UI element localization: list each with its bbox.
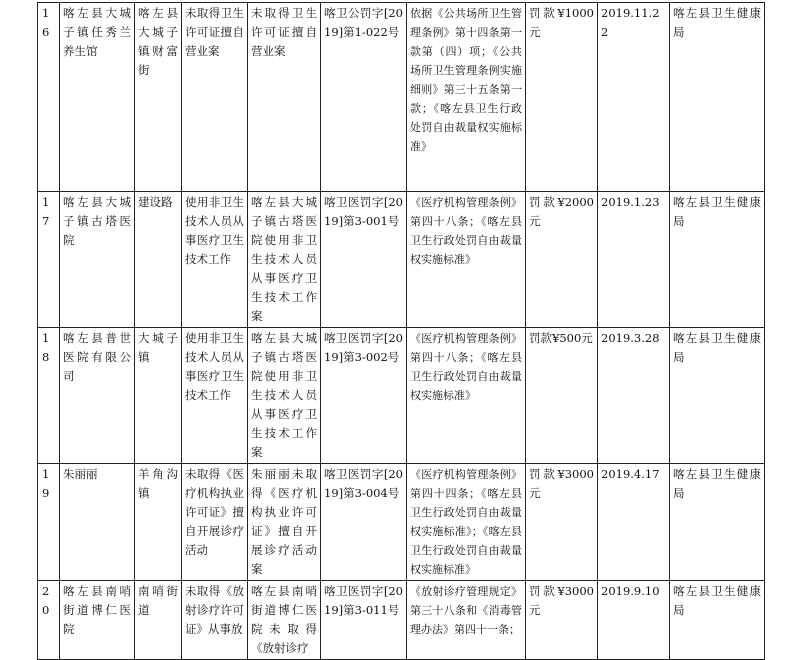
penalty-date: 2019.1.23 [598, 192, 670, 328]
violation-fact: 使用非卫生技术人员从事医疗卫生技术工作 [182, 192, 248, 328]
party-address: 南哨街道 [135, 581, 182, 660]
document-number: 喀卫医罚字[2019]第3-002号 [321, 328, 407, 464]
document-number: 喀卫医罚字[2019]第3-004号 [321, 464, 407, 581]
issuing-agency: 喀左县卫生健康局 [670, 3, 765, 192]
party-name: 喀左县南哨街道博仁医院 [60, 581, 135, 660]
legal-basis: 《医疗机构管理条例》第四十八条；《喀左县卫生行政处罚自由裁量权实施标准》 [407, 192, 526, 328]
case-name: 朱丽丽未取得《医疗机构执业许可证》擅自开展诊疗活动案 [248, 464, 321, 581]
party-name: 朱丽丽 [60, 464, 135, 581]
penalty-amount: 罚款¥3000元 [526, 581, 598, 660]
table-row [38, 192, 765, 328]
violation-fact: 使用非卫生技术人员从事医疗卫生技术工作 [182, 328, 248, 464]
row-number: 17 [38, 192, 60, 328]
penalty-date: 2019.3.28 [598, 328, 670, 464]
issuing-agency: 喀左县卫生健康局 [670, 192, 765, 328]
legal-basis: 《医疗机构管理条例》第四十四条；《喀左县卫生行政处罚自由裁量权实施标准》；《喀左县卫生行政处罚自由裁量权实施标准》 [407, 464, 526, 581]
row-number: 16 [38, 3, 60, 192]
violation-fact: 未取得《医疗机构执业许可证》擅自开展诊疗活动 [182, 464, 248, 581]
legal-basis: 依据《公共场所卫生管理条例》第十四条第一款第（四）项；《公共场所卫生管理条例实施细则》第三十五条第一款；《喀左县卫生行政处罚自由裁量权实施标准》 [407, 3, 526, 192]
penalty-date: 2019.9.10 [598, 581, 670, 660]
party-address: 羊角沟镇 [135, 464, 182, 581]
legal-basis: 《放射诊疗管理规定》第三十八条和《消毒管理办法》第四十一条； [407, 581, 526, 660]
case-name: 喀左县南哨街道博仁医院未取得《放射诊疗 [248, 581, 321, 660]
row-number: 19 [38, 464, 60, 581]
penalty-table [37, 2, 765, 660]
party-address: 建设路 [135, 192, 182, 328]
table-row [38, 581, 765, 660]
table-row [38, 464, 765, 581]
document-number: 喀卫医罚字[2019]第3-011号 [321, 581, 407, 660]
penalty-amount: 罚款¥500元 [526, 328, 598, 464]
case-name: 喀左县大城子镇古塔医院使用非卫生技术人员从事医疗卫生技术工作案 [248, 328, 321, 464]
table-row [38, 3, 765, 192]
penalty-amount: 罚款¥1000元 [526, 3, 598, 192]
row-number: 18 [38, 328, 60, 464]
violation-fact: 未取得卫生许可证擅自营业案 [182, 3, 248, 192]
issuing-agency: 喀左县卫生健康局 [670, 581, 765, 660]
document-number: 喀卫医罚字[2019]第3-001号 [321, 192, 407, 328]
penalty-date: 2019.4.17 [598, 464, 670, 581]
table-row [38, 328, 765, 464]
violation-fact: 未取得《放射诊疗许可证》从事放 [182, 581, 248, 660]
issuing-agency: 喀左县卫生健康局 [670, 328, 765, 464]
row-number: 20 [38, 581, 60, 660]
case-name: 未取得卫生许可证擅自营业案 [248, 3, 321, 192]
case-name: 喀左县大城子镇古塔医院使用非卫生技术人员从事医疗卫生技术工作案 [248, 192, 321, 328]
party-name: 喀左县大城子镇古塔医院 [60, 192, 135, 328]
legal-basis: 《医疗机构管理条例》第四十八条；《喀左县卫生行政处罚自由裁量权实施标准》 [407, 328, 526, 464]
document-number: 喀卫公罚字[2019]第1-022号 [321, 3, 407, 192]
party-address: 喀左县大城子镇财富街 [135, 3, 182, 192]
party-name: 喀左县普世医院有限公司 [60, 328, 135, 464]
penalty-date: 2019.11.22 [598, 3, 670, 192]
issuing-agency: 喀左县卫生健康局 [670, 464, 765, 581]
party-name: 喀左县大城子镇任秀兰养生馆 [60, 3, 135, 192]
penalty-amount: 罚款¥3000元 [526, 464, 598, 581]
penalty-amount: 罚款¥2000元 [526, 192, 598, 328]
party-address: 大城子镇 [135, 328, 182, 464]
